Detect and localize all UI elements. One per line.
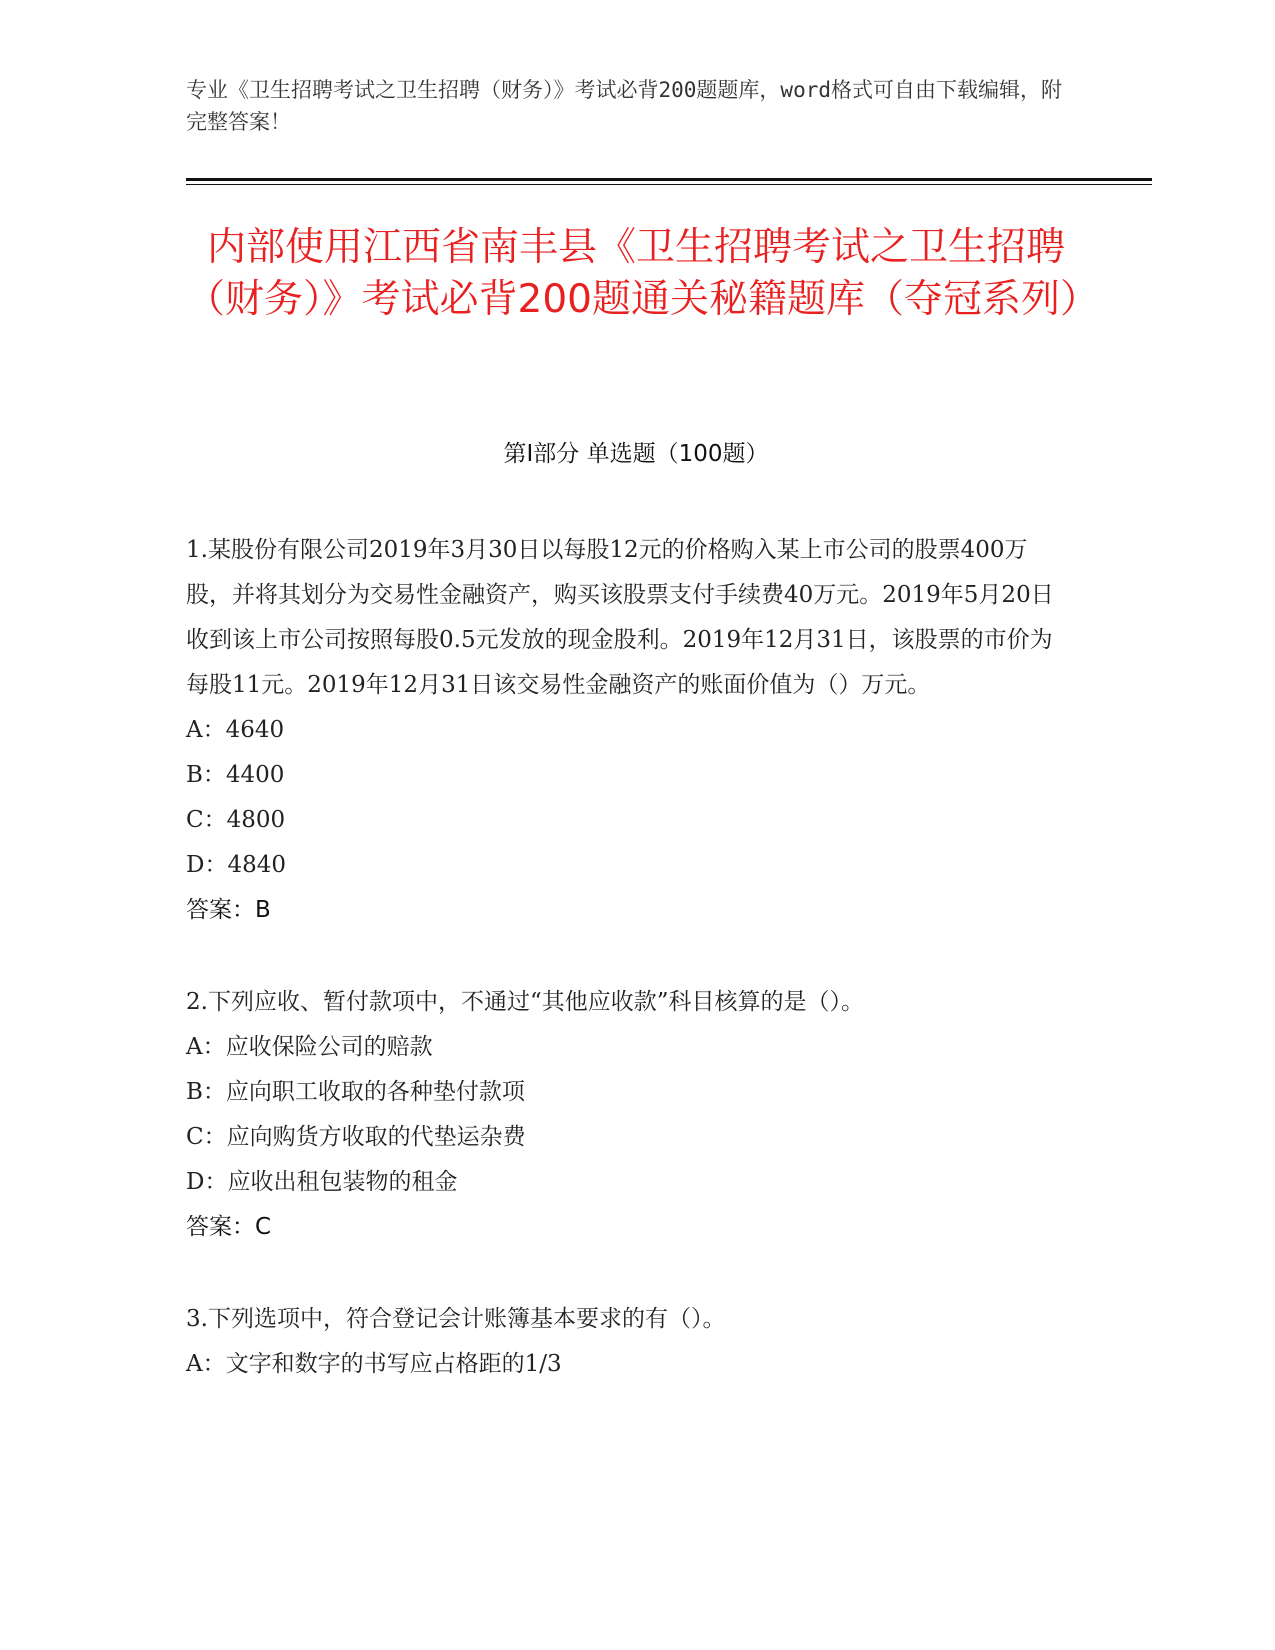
header-divider-thick bbox=[186, 178, 1152, 181]
question-1 bbox=[186, 528, 1066, 933]
option-b: B：应向职工收取的各种垫付款项 bbox=[186, 1079, 525, 1105]
answer: 答案：C bbox=[186, 1214, 272, 1240]
option-d: D：应收出租包装物的租金 bbox=[186, 1169, 458, 1195]
option-a: A：应收保险公司的赔款 bbox=[186, 1034, 433, 1060]
question-stem: 2.下列应收、暂付款项中，不通过“其他应收款”科目核算的是（）。 bbox=[186, 989, 864, 1015]
section-heading: 第Ⅰ部分 单选题（100题） bbox=[503, 441, 769, 467]
question-3 bbox=[186, 1297, 1066, 1387]
option-d: D：4840 bbox=[186, 852, 286, 878]
question-stem: 3.下列选项中，符合登记会计账簿基本要求的有（）。 bbox=[186, 1306, 726, 1332]
option-a: A：文字和数字的书写应占格距的1/3 bbox=[186, 1351, 562, 1377]
header-note: 专业《卫生招聘考试之卫生招聘（财务）》考试必背200题题库，word格式可自由下载编辑，附完整答案！ bbox=[186, 78, 1062, 134]
option-c: C：应向购货方收取的代垫运杂费 bbox=[186, 1124, 526, 1150]
question-list bbox=[186, 528, 1066, 1434]
option-c: C：4800 bbox=[186, 807, 286, 833]
answer: 答案：B bbox=[186, 897, 271, 923]
question-2 bbox=[186, 980, 1066, 1250]
question-stem: 1.某股份有限公司2019年3月30日以每股12元的价格购入某上市公司的股票400万股，并将其划分为交易性金融资产，购买该股票支付手续费40万元。2019年5月20日收到该上市公司按照每股0.5元发放的现金股利。2019年12月31日，该股票的市价为每股11元。2019年12月31日该交易性金融资产的账面价值为（）万元。 bbox=[186, 537, 1054, 698]
option-a: A：4640 bbox=[186, 717, 285, 743]
option-b: B：4400 bbox=[186, 762, 285, 788]
document-title: 内部使用江西省南丰县《卫生招聘考试之卫生招聘（财务）》考试必背200题通关秘籍题库（夺冠系列） bbox=[186, 225, 1099, 322]
header-divider-thin bbox=[186, 184, 1152, 185]
